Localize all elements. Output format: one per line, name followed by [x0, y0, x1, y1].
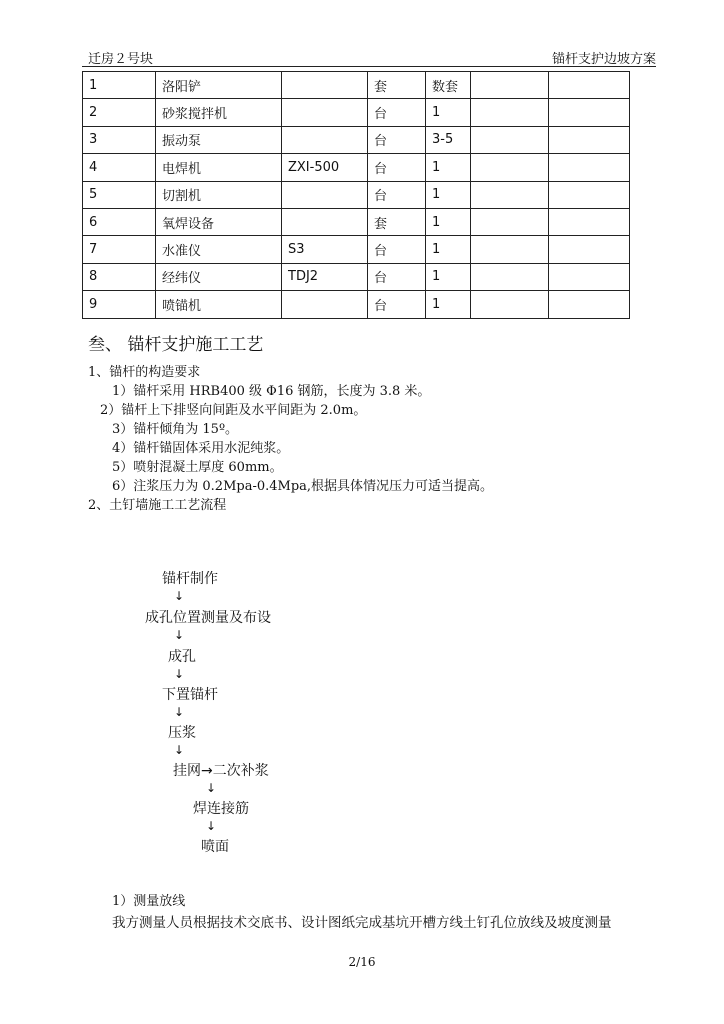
table-cell: 水准仪	[156, 236, 282, 263]
requirement-1: 1）锚杆采用 HRB400 级 Φ16 钢筋，长度为 3.8 米。	[112, 384, 431, 399]
table-cell	[471, 263, 549, 290]
table-row	[83, 236, 630, 263]
flow-step-hole-survey: 成孔位置测量及布设	[145, 610, 271, 626]
table-cell	[549, 263, 630, 290]
requirement-5: 5）喷射混凝土厚度 60mm。	[112, 460, 283, 475]
table-cell: 电焊机	[156, 154, 282, 181]
table-row	[83, 291, 630, 318]
table-cell: 台	[368, 126, 426, 153]
table-row	[83, 154, 630, 181]
table-cell	[282, 181, 368, 208]
table-cell: 6	[83, 208, 156, 235]
table-cell: 1	[83, 72, 156, 99]
header-left: 迁房２号块	[88, 52, 154, 67]
table-cell: 数套	[426, 72, 471, 99]
table-cell: 1	[426, 181, 471, 208]
table-row	[83, 263, 630, 290]
table-cell: TDJ2	[282, 263, 368, 290]
flow-arrow-down-icon: ↓	[174, 705, 185, 719]
table-cell	[471, 72, 549, 99]
step-text: 我方测量人员根据技术交底书、设计图纸完成基坑开槽方线土钉孔位放线及坡度测量	[112, 915, 612, 931]
table-row	[83, 72, 630, 99]
table-cell: 3-5	[426, 126, 471, 153]
table-cell: 1	[426, 154, 471, 181]
table-cell	[282, 99, 368, 126]
table-cell: 洛阳铲	[156, 72, 282, 99]
table-cell	[549, 236, 630, 263]
flow-arrow-down-icon: ↓	[174, 628, 185, 642]
table-cell	[471, 99, 549, 126]
table-cell: 振动泵	[156, 126, 282, 153]
table-cell: 喷锚机	[156, 291, 282, 318]
flow-arrow-down-icon: ↓	[174, 743, 185, 757]
table-cell	[282, 72, 368, 99]
table-cell: S3	[282, 236, 368, 263]
flow-step-rod-making: 锚杆制作	[162, 571, 218, 587]
table-cell: 套	[368, 208, 426, 235]
table-cell	[282, 208, 368, 235]
table-cell: 砂浆搅拌机	[156, 99, 282, 126]
table-cell	[549, 126, 630, 153]
table-cell: 台	[368, 181, 426, 208]
flow-step-spray-face: 喷面	[201, 839, 229, 855]
table-cell: 1	[426, 208, 471, 235]
table-cell: 8	[83, 263, 156, 290]
table-cell: 台	[368, 236, 426, 263]
requirement-6: 6）注浆压力为 0.2Mpa-0.4Mpa,根据具体情况压力可适当提高。	[112, 479, 494, 494]
table-cell: 台	[368, 263, 426, 290]
table-cell	[471, 181, 549, 208]
table-cell	[549, 72, 630, 99]
table-cell: 4	[83, 154, 156, 181]
table-cell: 1	[426, 291, 471, 318]
header-right: 锚杆支护边坡方案	[551, 52, 656, 67]
flow-step-weld-bars: 焊连接筋	[193, 801, 249, 817]
table-cell: 1	[426, 99, 471, 126]
table-cell	[471, 208, 549, 235]
flow-arrow-down-icon: ↓	[174, 589, 185, 603]
header-divider	[82, 66, 656, 67]
table-cell: 套	[368, 72, 426, 99]
flow-step-place-rod: 下置锚杆	[162, 687, 218, 703]
subsection-title-2: 2、土钉墙施工工艺流程	[88, 498, 227, 513]
table-row	[83, 181, 630, 208]
table-cell	[471, 236, 549, 263]
table-cell: 台	[368, 154, 426, 181]
table-cell: 9	[83, 291, 156, 318]
table-cell	[282, 126, 368, 153]
flow-arrow-right-icon: →	[201, 763, 213, 779]
table-cell	[549, 291, 630, 318]
table-cell: 切割机	[156, 181, 282, 208]
flow-arrow-down-icon: ↓	[206, 781, 217, 795]
flow-step-secondary-grout: 二次补浆	[212, 763, 269, 779]
table-row	[83, 99, 630, 126]
flow-step-mesh-row	[173, 760, 269, 780]
requirement-3: 3）锚杆倾角为 15º。	[112, 422, 239, 437]
section-title: 叁、 锚杆支护施工工艺	[88, 335, 264, 355]
page-number: 2/16	[348, 955, 376, 969]
requirement-4: 4）锚杆锚固体采用水泥纯浆。	[112, 441, 290, 456]
table-cell	[471, 154, 549, 181]
table-cell: ZXI-500	[282, 154, 368, 181]
table-cell: 1	[426, 263, 471, 290]
table-cell	[549, 181, 630, 208]
requirement-2: 2）锚杆上下排竖向间距及水平间距为 2.0m。	[100, 403, 367, 418]
table-row	[83, 208, 630, 235]
table-cell	[471, 126, 549, 153]
table-cell: 台	[368, 291, 426, 318]
table-cell	[471, 291, 549, 318]
flow-step-grouting: 压浆	[168, 725, 196, 741]
table-row	[83, 126, 630, 153]
table-cell	[282, 291, 368, 318]
table-cell: 7	[83, 236, 156, 263]
flow-step-hang-mesh: 挂网	[173, 763, 201, 779]
equipment-table	[82, 71, 630, 319]
flow-arrow-down-icon: ↓	[206, 819, 217, 833]
table-cell: 氧焊设备	[156, 208, 282, 235]
table-cell: 1	[426, 236, 471, 263]
table-cell: 3	[83, 126, 156, 153]
table-cell: 台	[368, 99, 426, 126]
table-cell	[549, 208, 630, 235]
subsection-title-1: 1、锚杆的构造要求	[88, 365, 201, 380]
table-cell	[549, 154, 630, 181]
flow-arrow-down-icon: ↓	[174, 667, 185, 681]
table-cell: 2	[83, 99, 156, 126]
table-cell: 经纬仪	[156, 263, 282, 290]
table-cell	[549, 99, 630, 126]
flow-step-drilling: 成孔	[168, 649, 196, 665]
step-title: 1）测量放线	[112, 894, 186, 909]
table-cell: 5	[83, 181, 156, 208]
